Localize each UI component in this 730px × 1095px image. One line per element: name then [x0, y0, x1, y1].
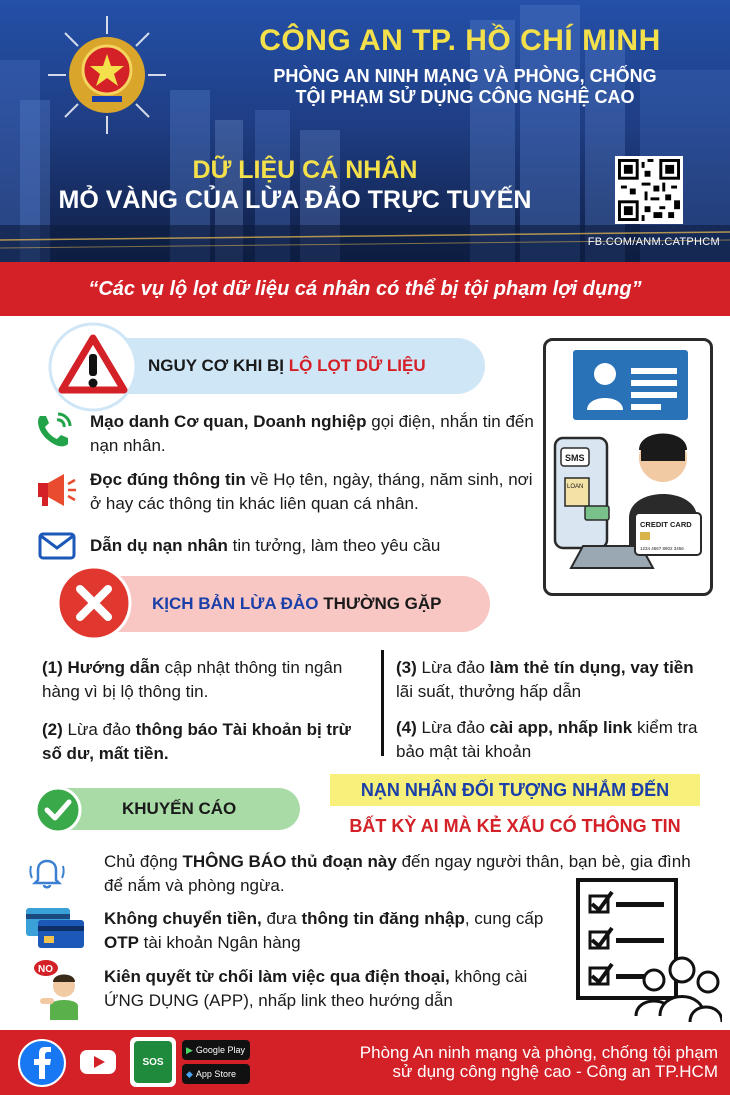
app-store-button[interactable] [182, 1064, 250, 1084]
header-banner [0, 0, 730, 262]
advice-item-2-bold3: OTP [104, 933, 139, 952]
scam-item-3-num: (3) [396, 658, 417, 677]
scam-item-2-num: (2) [42, 720, 63, 739]
advice-item-2-text2: tài khoản Ngân hàng [138, 933, 301, 952]
scam-item-1-bold: Hướng dẫn [67, 658, 160, 677]
close-x-icon [56, 565, 132, 641]
target-victim-label: NẠN NHÂN ĐỐI TƯỢNG NHẮM ĐẾN [330, 774, 700, 806]
fraud-illustration [543, 338, 713, 596]
loan-label: LOAN [567, 484, 584, 490]
risk-section-title [148, 356, 426, 376]
scam-item-1 [42, 656, 372, 704]
scam-item-1-text: cập nhật thông tin ngân hàng vì bị lộ thông tin. [42, 658, 343, 701]
advice-item-1-bold: THÔNG BÁO thủ đoạn này [182, 852, 397, 871]
advice-item-2-text: , cung cấp [464, 909, 544, 928]
risk-item-impersonate [90, 410, 535, 458]
scam-title-part2: THƯỜNG GẶP [318, 594, 442, 613]
phone-call-icon [32, 410, 74, 452]
org-title: CÔNG AN TP. HỒ CHÍ MINH [259, 24, 661, 57]
org-subtitle-line2: TỘI PHẠM SỬ DỤNG CÔNG NGHỆ CAO [295, 87, 635, 107]
card-number-label: 1234 4567 8902 3456 [640, 546, 684, 551]
check-circle-icon [34, 786, 82, 834]
checklist-group-icon [572, 876, 722, 1026]
advice-item-refuse [104, 965, 564, 1013]
no-speech-label: NO [38, 964, 53, 975]
person-refusing-icon [32, 958, 88, 1020]
advice-item-2-bold: Không chuyển tiền, [104, 909, 262, 928]
police-emblem-icon [48, 16, 166, 134]
scam-item-4-num: (4) [396, 718, 417, 737]
target-anyone-text: BẤT KỲ AI MÀ KẺ XẤU CÓ THÔNG TIN [349, 816, 681, 836]
advice-item-1-text: đến ngay người thân, bạn bè, gia đình để nắm và phòng ngừa. [104, 852, 691, 895]
advice-item-1-pre: Chủ động [104, 852, 183, 871]
google-play-button[interactable] [182, 1040, 250, 1060]
risk-item-2-bold: Đọc đúng thông tin [90, 470, 246, 489]
google-play-label: Google Play [195, 1045, 245, 1055]
risk-item-3-bold: Dẫn dụ nạn nhân [90, 536, 228, 555]
scam-item-1-num: (1) [42, 658, 63, 677]
scam-section-title [152, 594, 442, 614]
advice-item-no-transfer [104, 907, 564, 955]
advice-item-3-bold: Kiên quyết từ chối làm việc qua điện thoại, [104, 967, 450, 986]
qr-code[interactable] [615, 156, 683, 224]
risk-title-part2: LỘ LỌT DỮ LIỆU [288, 356, 426, 375]
scam-item-3-bold: làm thẻ tín dụng, vay tiền [489, 658, 694, 677]
mail-icon [38, 532, 76, 560]
app-store-icon: ◆ [186, 1068, 193, 1079]
scam-item-4-text: kiểm tra bảo mật tài khoản [396, 718, 698, 761]
advice-item-3-text: không cài ỨNG DỤNG (APP), nhấp link theo hướng dẫn [104, 967, 528, 1010]
risk-item-lure [90, 534, 538, 558]
scam-item-2-pre: Lừa đảo [67, 720, 136, 739]
credit-card-label: CREDIT CARD [640, 520, 692, 529]
sos-app-logo: SOS [134, 1041, 172, 1083]
scam-item-2-bold: thông báo Tài khoản bị trừ số dư, mất tiền. [42, 720, 351, 763]
footer-line2: sử dụng công nghệ cao - Công an TP.HCM [392, 1062, 718, 1081]
scam-item-4-pre: Lừa đảo [421, 718, 490, 737]
headline-line2: MỎ VÀNG CỦA LỪA ĐẢO TRỰC TUYẾN [58, 186, 532, 214]
quote-text: “Các vụ lộ lọt dữ liệu cá nhân có thể bị tội phạm lợi dụng” [88, 277, 642, 300]
footer-bar [0, 1030, 730, 1095]
scam-column-divider [381, 650, 384, 756]
risk-item-1-text: gọi điện, nhắn tin đến nạn nhân. [90, 412, 534, 455]
google-play-icon: ▶ [186, 1044, 193, 1055]
sms-label: SMS [565, 453, 585, 463]
quote-bar [0, 262, 730, 316]
org-subtitle-line1: PHÒNG AN NINH MẠNG VÀ PHÒNG, CHỐNG [273, 66, 657, 86]
risk-item-1-bold: Mạo danh Cơ quan, Doanh nghiệp [90, 412, 367, 431]
footer-credit [258, 1043, 718, 1081]
bank-cards-icon [24, 906, 86, 950]
risk-item-2-text: về Họ tên, ngày, tháng, năm sinh, nơi ở hay các thông tin khác liên quan cá nhân. [90, 470, 533, 513]
scam-item-3-pre: Lừa đảo [421, 658, 490, 677]
advice-section-title: KHUYẾN CÁO [122, 799, 237, 818]
risk-item-3-text: tin tưởng, làm theo yêu cầu [227, 536, 441, 555]
bell-icon [26, 852, 68, 894]
scam-title-part1: KỊCH BẢN LỪA ĐẢO [152, 594, 319, 613]
scam-item-4 [396, 716, 701, 764]
risk-item-read-info [90, 468, 538, 516]
facebook-page-link[interactable]: FB.COM/ANM.CATPHCM [587, 236, 720, 248]
youtube-icon[interactable] [78, 1044, 118, 1080]
scam-item-4-bold: cài app, nhấp link [489, 718, 633, 737]
sos-app-badge[interactable] [130, 1037, 176, 1087]
app-store-label: App Store [195, 1069, 236, 1079]
facebook-icon[interactable] [18, 1039, 66, 1087]
scam-item-2 [42, 718, 372, 766]
scam-item-3-text: lãi suất, thưởng hấp dẫn [396, 682, 582, 701]
advice-item-2-mid: đưa [261, 909, 302, 928]
advice-item-2-bold2: thông tin đăng nhập [301, 909, 465, 928]
headline-line1: DỮ LIỆU CÁ NHÂN [192, 156, 418, 184]
warning-icon [48, 322, 138, 412]
org-subtitle [215, 66, 715, 108]
risk-title-part1: NGUY CƠ KHI BỊ [148, 356, 289, 375]
scam-item-3 [396, 656, 701, 704]
footer-line1: Phòng An ninh mạng và phòng, chống tội phạm [359, 1043, 718, 1062]
megaphone-icon [32, 470, 78, 510]
